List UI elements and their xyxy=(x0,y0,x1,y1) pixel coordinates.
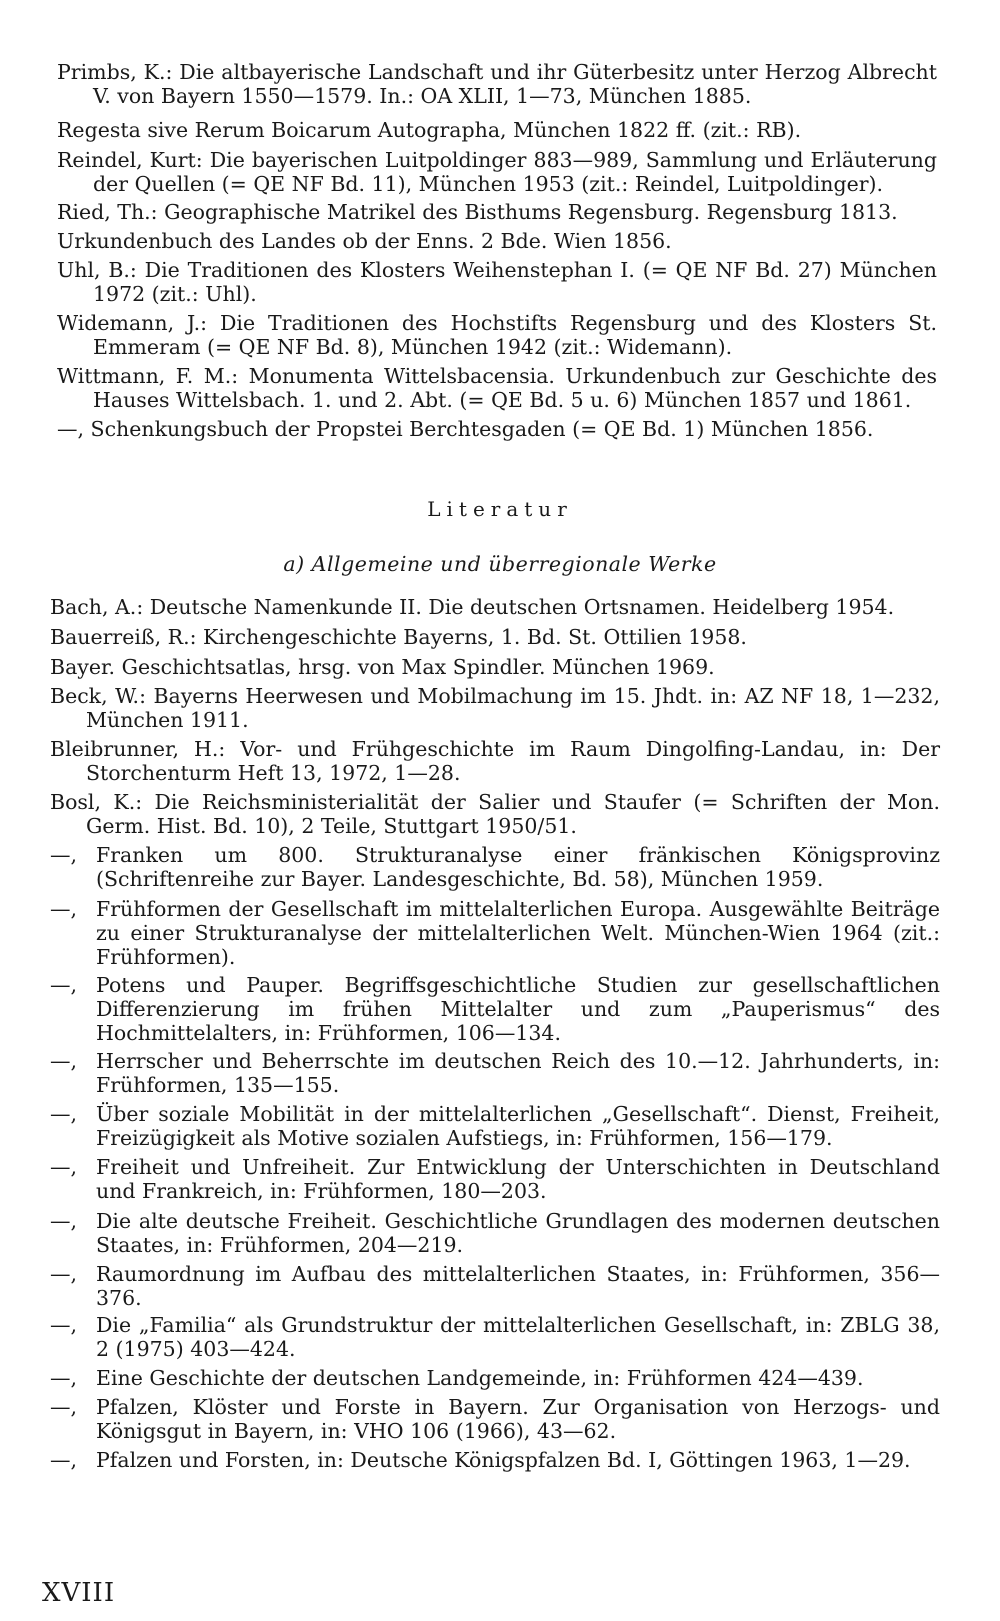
bibliography-entry: Widemann, J.: Die Traditionen des Hochstifts Regensburg und des Klosters St. Emmeram (= QE NF Bd. 8), München 1942 (zit.: Widemann). xyxy=(57,311,937,359)
dash-marker: —, xyxy=(50,1448,78,1472)
bibliography-entry: Bach, A.: Deutsche Namenkunde II. Die deutschen Ortsnamen. Heidelberg 1954. xyxy=(50,595,895,619)
entry-text: Potens und Pauper. Begriffsgeschichtliche Studien zur gesellschaftlichen Differenzierung im frühen Mittelalter und zum „Pauperismus“ des Hochmittelalters, in: Frühformen, 106—134. xyxy=(96,973,940,1045)
bibliography-entry: Bayer. Geschichtsatlas, hrsg. von Max Spindler. München 1969. xyxy=(50,655,715,679)
section-subheading: a) Allgemeine und überregionale Werke xyxy=(283,552,717,576)
bibliography-entry xyxy=(50,1313,940,1361)
bibliography-entry xyxy=(50,973,940,1045)
dash-marker: —, xyxy=(50,1209,78,1233)
bibliography-entry xyxy=(50,1395,940,1443)
entry-text: Eine Geschichte der deutschen Landgemeinde, in: Frühformen 424—439. xyxy=(96,1366,864,1390)
bibliography-entry: Uhl, B.: Die Traditionen des Klosters Weihenstephan I. (= QE NF Bd. 27) München 1972 (zit.: Uhl). xyxy=(57,258,937,306)
entry-text: Frühformen der Gesellschaft im mittelalterlichen Europa. Ausgewählte Beiträge zu einer Strukturanalyse der mittelalterlichen Welt. München-Wien 1964 (zit.: Frühformen). xyxy=(96,897,940,969)
dash-marker: —, xyxy=(50,1313,78,1337)
dash-marker: —, xyxy=(50,1395,78,1419)
bibliography-entry: Urkundenbuch des Landes ob der Enns. 2 Bde. Wien 1856. xyxy=(57,229,672,253)
dash-marker: —, xyxy=(50,1102,78,1126)
dash-marker: —, xyxy=(50,1262,78,1286)
bibliography-entry xyxy=(50,1366,940,1390)
bibliography-entry xyxy=(50,1155,940,1203)
dash-marker: —, xyxy=(50,973,78,997)
bibliography-entry: Wittmann, F. M.: Monumenta Wittelsbacensia. Urkundenbuch zur Geschichte des Hauses Wittelsbach. 1. und 2. Abt. (= QE Bd. 5 u. 6) München 1857 und 1861. xyxy=(57,364,937,412)
section-heading: Literatur xyxy=(427,497,573,521)
bibliography-entry xyxy=(50,1262,940,1310)
dash-marker: —, xyxy=(50,843,78,867)
bibliography-entry: Beck, W.: Bayerns Heerwesen und Mobilmachung im 15. Jhdt. in: AZ NF 18, 1—232, München 1911. xyxy=(50,684,940,732)
bibliography-entry: Bosl, K.: Die Reichsministerialität der Salier und Staufer (= Schriften der Mon. Germ. Hist. Bd. 10), 2 Teile, Stuttgart 1950/51. xyxy=(50,790,940,838)
entry-text: Pfalzen, Klöster und Forste in Bayern. Zur Organisation von Herzogs- und Königsgut in Bayern, in: VHO 106 (1966), 43—62. xyxy=(96,1395,940,1443)
bibliography-entry xyxy=(50,1209,940,1257)
bibliography-entry: Reindel, Kurt: Die bayerischen Luitpoldinger 883—989, Sammlung und Erläuterung der Quellen (= QE NF Bd. 11), München 1953 (zit.: Reindel, Luitpoldinger). xyxy=(57,148,937,196)
dash-marker: —, xyxy=(50,1155,78,1179)
entry-text: Herrscher und Beherrschte im deutschen Reich des 10.—12. Jahrhunderts, in: Frühformen, 135—155. xyxy=(96,1049,940,1097)
bibliography-entry: Primbs, K.: Die altbayerische Landschaft und ihr Güterbesitz unter Herzog Albrecht V. von Bayern 1550—1579. In.: OA XLII, 1—73, München 1885. xyxy=(57,60,937,108)
dash-marker: —, xyxy=(50,897,78,921)
bibliography-entry xyxy=(50,897,940,969)
entry-text: Über soziale Mobilität in der mittelalterlichen „Gesellschaft“. Dienst, Freiheit, Freizügigkeit als Motive sozialen Aufstiegs, in: Frühformen, 156—179. xyxy=(96,1102,940,1150)
entry-text: Freiheit und Unfreiheit. Zur Entwicklung der Unterschichten in Deutschland und Frankreich, in: Frühformen, 180—203. xyxy=(96,1155,940,1203)
bibliography-entry xyxy=(50,1102,940,1150)
bibliography-entry: Bleibrunner, H.: Vor- und Frühgeschichte im Raum Dingolfing-Landau, in: Der Storchenturm Heft 13, 1972, 1—28. xyxy=(50,737,940,785)
entry-text: Pfalzen und Forsten, in: Deutsche Königspfalzen Bd. I, Göttingen 1963, 1—29. xyxy=(96,1448,911,1472)
bibliography-entry: Ried, Th.: Geographische Matrikel des Bisthums Regensburg. Regensburg 1813. xyxy=(57,200,898,224)
bibliography-entry xyxy=(50,1448,940,1472)
bibliography-entry: Regesta sive Rerum Boicarum Autographa, München 1822 ff. (zit.: RB). xyxy=(57,118,802,142)
bibliography-entry xyxy=(50,1049,940,1097)
entry-text: Die „Familia“ als Grundstruktur der mittelalterlichen Gesellschaft, in: ZBLG 38, 2 (1975) 403—424. xyxy=(96,1313,940,1361)
entry-text: Franken um 800. Strukturanalyse einer fränkischen Königsprovinz (Schriftenreihe zur Bayer. Landesgeschichte, Bd. 58), München 1959. xyxy=(96,843,940,891)
entry-text: Raumordnung im Aufbau des mittelalterlichen Staates, in: Frühformen, 356—376. xyxy=(96,1262,940,1310)
dash-marker: —, xyxy=(50,1366,78,1390)
bibliography-entry: —, Schenkungsbuch der Propstei Berchtesgaden (= QE Bd. 1) München 1856. xyxy=(57,417,874,441)
dash-marker: —, xyxy=(50,1049,78,1073)
page-number: XVIII xyxy=(42,1578,116,1608)
entry-text: Die alte deutsche Freiheit. Geschichtliche Grundlagen des modernen deutschen Staates, in: Frühformen, 204—219. xyxy=(96,1209,940,1257)
bibliography-entry: Bauerreiß, R.: Kirchengeschichte Bayerns, 1. Bd. St. Ottilien 1958. xyxy=(50,625,747,649)
bibliography-entry xyxy=(50,843,940,891)
